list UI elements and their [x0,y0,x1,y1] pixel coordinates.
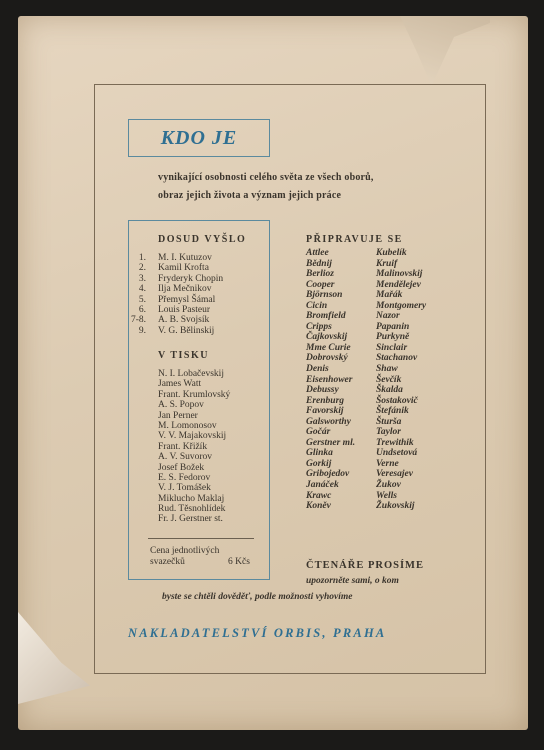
preparing-person: Janáček [306,480,339,491]
preparing-person: Trewithik [376,437,414,448]
preparing-person: Erenburg [306,395,345,406]
preparing-person: Ševčík [376,374,402,385]
preparing-person: Verne [376,458,399,469]
preparing-person: Žukov [376,480,401,491]
in-print-person: Rud. Těsnohlídek [158,504,226,515]
series-title-box [128,119,270,157]
published-person: Kamil Krofta [158,263,209,274]
preparing-person: Denis [306,364,329,375]
preparing-person: Berlioz [306,269,334,280]
in-print-person: A. V. Suvorov [158,452,213,463]
readers-line-1: upozorněte sami, o kom [306,576,399,586]
published-heading: DOSUD VYŠLO [158,234,247,245]
published-person: Přemysl Šámal [158,294,216,305]
preparing-person: Nazor [376,311,400,322]
published-names [158,253,223,336]
published-person: Louis Pasteur [158,304,210,315]
published-numbers [130,253,146,336]
in-print-person: V. V. Majakovskij [158,431,227,442]
preparing-person: Taylor [376,427,401,438]
preparing-person: Koněv [306,501,331,512]
preparing-person: Gorkij [306,458,332,469]
published-person: V. G. Bělinskij [158,325,215,336]
preparing-person: Undsetová [376,448,418,459]
in-print-person: Miklucho Maklaj [158,493,225,504]
preparing-person: Bědnij [306,258,332,269]
preparing-person: Mendělejev [376,279,421,290]
preparing-person: Cicin [306,300,328,311]
preparing-person: Attlee [306,248,329,258]
in-print-person: Jan Perner [158,410,198,421]
preparing-person: Galsworthy [306,416,351,427]
preparing-person: Eisenhower [306,374,353,385]
preparing-column-1 [306,248,355,512]
published-person: Ilja Mečnikov [158,284,212,295]
readers-line-2: byste se chtěli dověděť, podle možnosti vyhovíme [162,592,353,602]
preparing-person: Šostakovič [376,395,418,406]
preparing-person: Debussy [306,385,339,396]
preparing-person: Kubelík [376,248,407,258]
preparing-person: Dobrovský [306,353,348,364]
preparing-person: Štefánik [376,406,409,417]
preparing-person: Veresajev [376,469,413,480]
volume-number: 4. [138,284,146,295]
preparing-person: Stachanov [376,353,418,364]
preparing-person: Glinka [306,448,333,459]
volume-number: 5. [138,294,146,305]
intro-line-1: vynikající osobnosti celého světa ze všech oborů, [158,172,374,183]
preparing-person: Gerstner ml. [306,437,356,448]
volume-number: 9. [138,325,146,336]
price-label-1: Cena jednotlivých [150,546,220,556]
price-amount: 6 Kčs [228,557,250,567]
preparing-person: Malinovskij [376,269,423,280]
readers-heading: ČTENÁŘE PROSÍME [306,560,424,571]
preparing-person: Mme Curie [306,342,351,353]
preparing-person: Gočár [306,427,331,438]
volume-number: 6. [138,304,146,315]
preparing-person: Sinclair [376,342,408,353]
in-print-person: M. Lomonosov [158,420,217,431]
in-print-names [158,369,230,525]
price-divider [148,538,254,539]
preparing-person: Wells [376,490,397,501]
preparing-person: Gribojedov [306,469,350,480]
price-label-2: svazečků [150,557,185,567]
preparing-person: Montgomery [376,300,427,311]
in-print-person: V. J. Tomášek [158,483,211,494]
preparing-person: Šturša [376,416,402,427]
in-print-person: James Watt [158,379,202,390]
publisher-name: NAKLADATELSTVÍ ORBIS, PRAHA [128,626,387,640]
in-print-person: N. I. Lobačevskij [158,369,224,379]
preparing-person: Cripps [306,321,332,332]
in-print-person: Frant. Křižík [158,441,208,452]
preparing-column-2 [376,248,426,512]
intro-line-2: obraz jejich života a význam jejich práce [158,190,342,201]
preparing-person: Mařák [376,290,403,301]
in-print-heading: V TISKU [158,350,209,361]
preparing-person: Purkyně [376,332,410,343]
volume-number: 3. [138,273,146,284]
preparing-person: Kruif [376,258,398,269]
preparing-person: Bromfield [306,311,346,322]
preparing-person: Papanin [376,321,410,332]
preparing-heading: PŘIPRAVUJE SE [306,234,403,245]
preparing-person: Cooper [306,279,335,290]
volume-number: 7-8. [130,315,146,326]
preparing-person: Žukovskij [376,501,415,512]
published-person: Fryderyk Chopin [158,273,224,284]
preparing-person: Björnson [306,290,343,301]
preparing-person: Favorskij [306,406,344,417]
in-print-person: Fr. J. Gerstner st. [158,514,223,525]
preparing-person: Škalda [376,385,403,396]
in-print-person: Josef Božek [158,462,205,473]
in-print-person: Frant. Krumlovský [158,389,231,400]
published-person: A. B. Svojsík [158,315,210,326]
preparing-person: Čajkovskij [306,332,348,343]
series-title: KDO JE [160,126,238,149]
in-print-person: A. S. Popov [158,400,204,411]
volume-number: 2. [138,263,146,274]
preparing-person: Krawc [306,490,332,501]
published-person: M. I. Kutuzov [158,253,212,263]
preparing-person: Shaw [376,364,398,375]
volume-number: 1. [138,253,146,263]
in-print-person: E. S. Fedorov [158,472,211,483]
